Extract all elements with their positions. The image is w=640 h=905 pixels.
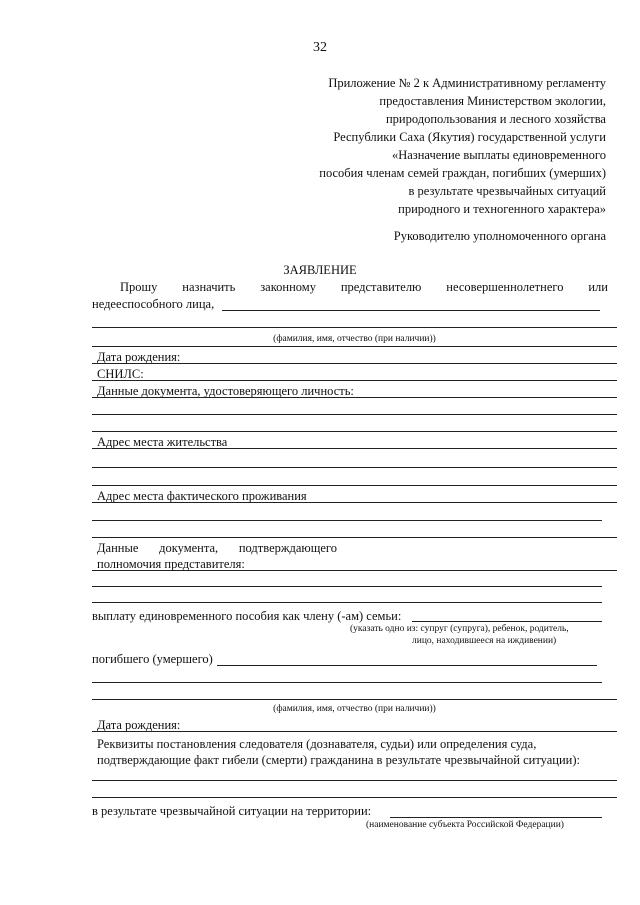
id-document-field[interactable]: [92, 414, 617, 415]
requisites-line-2: подтверждающие факт гибели (смерти) гражданина в результате чрезвычайной ситуации):: [97, 753, 580, 767]
intro-word: несовершеннолетнего: [446, 280, 564, 294]
birthdate-label: Дата рождения:: [97, 350, 181, 364]
authority-label-line-2: полномочия представителя:: [97, 557, 245, 571]
id-document-label: Данные документа, удостоверяющего личность:: [97, 384, 354, 398]
residence-address-field[interactable]: [92, 467, 617, 468]
deceased-line: погибшего (умершего): [92, 652, 213, 666]
intro-word: представителю: [340, 280, 422, 294]
annex-line: Приложение № 2 к Административному регламенту: [328, 76, 606, 90]
requisites-field[interactable]: [92, 780, 617, 781]
family-relation-field[interactable]: [412, 621, 602, 622]
annex-line: предоставления Министерством экологии,: [379, 94, 606, 108]
residence-address-label: Адрес места жительства: [97, 435, 228, 449]
relation-caption-2: лицо, находившееся на иждивении): [412, 636, 557, 646]
divider: [92, 346, 617, 347]
fio-caption-2: (фамилия, имя, отчество (при наличии)): [273, 704, 436, 714]
actual-address-field[interactable]: [92, 537, 617, 538]
authority-label-line: [97, 540, 337, 556]
fio-caption: (фамилия, имя, отчество (при наличии)): [273, 334, 436, 344]
birthdate-field[interactable]: [92, 363, 617, 364]
id-document-field[interactable]: [92, 431, 617, 432]
requisites-line-1: Реквизиты постановления следователя (дознавателя, судьи) или определения суда,: [97, 737, 537, 751]
authority-word: документа,: [159, 541, 219, 555]
representative-name-field[interactable]: [222, 310, 600, 311]
snils-label: СНИЛС:: [97, 367, 144, 381]
annex-line: Республики Саха (Якутия) государственной услуги: [333, 130, 606, 144]
residence-address-field[interactable]: [92, 448, 617, 449]
deceased-name-field[interactable]: [92, 699, 617, 700]
intro-line: [120, 279, 608, 295]
territory-field[interactable]: [390, 817, 602, 818]
authority-field[interactable]: [92, 570, 617, 571]
residence-address-field[interactable]: [92, 485, 617, 486]
intro-word: законному: [260, 280, 316, 294]
intro-word: Прошу: [120, 280, 158, 294]
territory-caption: (наименование субъекта Российской Федерации): [366, 820, 564, 830]
deceased-birthdate-field[interactable]: [92, 731, 617, 732]
actual-address-field[interactable]: [92, 520, 602, 521]
authority-word: подтверждающего: [238, 541, 337, 555]
territory-line: в результате чрезвычайной ситуации на территории:: [92, 804, 372, 818]
actual-address-label: Адрес места фактического проживания: [97, 489, 307, 503]
authority-field[interactable]: [92, 586, 602, 587]
annex-line: в результате чрезвычайных ситуаций: [408, 184, 606, 198]
document-title: ЗАЯВЛЕНИЕ: [283, 263, 357, 277]
intro-word: или: [588, 280, 608, 294]
authority-field[interactable]: [92, 602, 602, 603]
intro-line-2: недееспособного лица,: [92, 297, 215, 311]
deceased-birthdate-label: Дата рождения:: [97, 718, 181, 732]
intro-word: назначить: [182, 280, 236, 294]
annex-line: природного и техногенного характера»: [398, 202, 606, 216]
addressee: Руководителю уполномоченного органа: [393, 229, 606, 243]
payment-line: выплату единовременного пособия как члену (-ам) семьи:: [92, 609, 402, 623]
snils-field[interactable]: [92, 380, 617, 381]
fio-field[interactable]: [92, 327, 617, 328]
deceased-name-field[interactable]: [217, 665, 597, 666]
deceased-name-field[interactable]: [92, 682, 602, 683]
annex-line: природопользования и лесного хозяйства: [385, 112, 606, 126]
page-number: 32: [313, 40, 327, 55]
authority-word: Данные: [97, 541, 139, 555]
requisites-field[interactable]: [92, 797, 617, 798]
annex-header: [319, 74, 606, 218]
actual-address-field[interactable]: [92, 502, 617, 503]
annex-line: пособия членам семей граждан, погибших (умерших): [319, 166, 606, 180]
annex-line: «Назначение выплаты единовременного: [391, 148, 606, 162]
relation-caption-1: (указать одно из: супруг (супруга), ребенок, родитель,: [350, 624, 569, 634]
id-document-field[interactable]: [92, 397, 617, 398]
